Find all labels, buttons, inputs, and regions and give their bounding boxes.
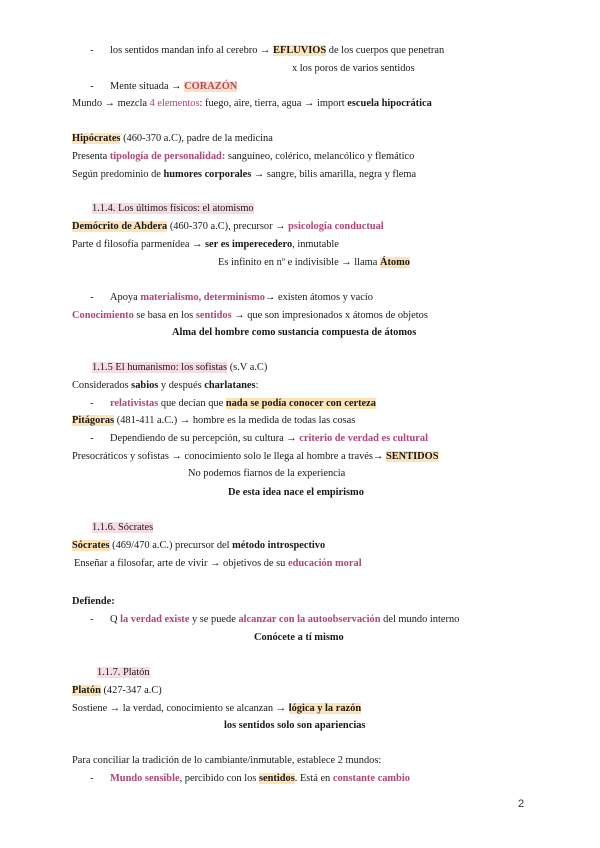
text-segment: de los cuerpos que penetran [326, 45, 445, 56]
text-line [254, 631, 344, 644]
text-line [74, 557, 362, 570]
text-segment: y se puede [189, 614, 239, 625]
text-segment: x los poros de varios sentidos [292, 63, 415, 74]
highlighted-text: nada se podía conocer con certeza [225, 398, 376, 409]
highlighted-text: SENTIDOS [385, 451, 439, 462]
text-line [72, 309, 428, 322]
text-segment: Mente situada → [110, 81, 185, 92]
highlighted-text: sabios [131, 380, 159, 391]
highlighted-text: Átomo [379, 257, 410, 268]
text-line [90, 397, 376, 410]
text-line [72, 220, 384, 233]
highlighted-text: Mundo sensible [110, 773, 180, 784]
text-segment: → sangre, bilis amarilla, negra y flema [251, 169, 417, 180]
text-segment: Para conciliar la tradición de lo cambiante/inmutable, establece 2 mundos: [72, 755, 382, 766]
text-line [97, 666, 150, 679]
bullet-dash: - [90, 773, 94, 784]
highlighted-text: 1.1.6. Sócrates [92, 522, 154, 533]
text-line [90, 44, 444, 57]
text-segment: (469/470 a.C.) precursor del [109, 540, 233, 551]
text-line [188, 467, 345, 480]
highlighted-text: tipología de personalidad: [109, 151, 226, 162]
text-segment: Presenta [72, 151, 110, 162]
text-line [72, 414, 355, 427]
highlighted-text: 4 elementos [149, 98, 200, 109]
text-segment: Considerados [72, 380, 132, 391]
text-line [72, 97, 432, 110]
highlighted-text: Pitágoras [72, 415, 115, 426]
highlighted-text: Sócrates [72, 540, 110, 551]
highlighted-text: charlatanes [204, 380, 256, 391]
highlighted-text: constante cambio [332, 773, 410, 784]
text-line [224, 719, 365, 732]
highlighted-text: materialismo, determinismo [140, 292, 265, 303]
text-segment: (460-370 a.C), padre de la medicina [120, 133, 273, 144]
text-segment: → existen átomos y vacío [264, 292, 373, 303]
text-segment: del mundo interno [380, 614, 460, 625]
text-segment: Parte d filosofía parmenídea → [72, 239, 206, 250]
text-segment: No podemos fiarnos de la experiencia [188, 468, 346, 479]
text-segment: los sentidos mandan info al cerebro → [110, 45, 274, 56]
text-segment: Dependiendo de su percepción, su cultura → [110, 433, 300, 444]
text-line [92, 521, 153, 534]
bullet-dash: - [90, 614, 94, 625]
highlighted-text: 1.1.7. Platón [97, 667, 150, 678]
text-line [72, 539, 325, 552]
highlighted-text: alcanzar con la autoobservación [238, 614, 381, 625]
highlighted-text: De esta idea nace el empirismo [228, 487, 364, 498]
text-segment: sanguíneo, colérico, melancólico y flemático [225, 151, 415, 162]
text-segment: Según predominio de [72, 169, 164, 180]
text-line [172, 326, 416, 339]
text-line [228, 486, 364, 499]
highlighted-text: los sentidos solo son apariencias [224, 720, 366, 731]
text-line [90, 432, 428, 445]
text-line [72, 132, 273, 145]
text-line [72, 450, 439, 463]
highlighted-text: escuela hipocrática [347, 98, 432, 109]
highlighted-text: educación moral [287, 558, 362, 569]
highlighted-text: Conócete a tí mismo [254, 632, 344, 643]
text-segment: (s.V a.C) [227, 362, 268, 373]
highlighted-text: 1.1.4. Los últimos físicos: el atomismo [92, 203, 254, 214]
text-line [72, 150, 414, 163]
text-line [292, 62, 415, 75]
text-segment: , percibido con los [179, 773, 259, 784]
text-line [72, 595, 115, 608]
highlighted-text: relativistas [110, 398, 159, 409]
text-line [72, 754, 381, 767]
text-line [90, 772, 410, 785]
text-segment: (460-370 a.C), precursor → [167, 221, 289, 232]
text-line [90, 80, 237, 93]
highlighted-text: sentidos [258, 773, 295, 784]
text-line [92, 361, 267, 374]
highlighted-text: la verdad existe [120, 614, 190, 625]
highlighted-text: Demócrito de Abdera [72, 221, 168, 232]
bullet-dash: - [90, 81, 94, 92]
text-segment: . Está en [294, 773, 333, 784]
text-segment: (481-411 a.C.) → hombre es la medida de todas las cosas [114, 415, 356, 426]
text-segment: : [255, 380, 259, 391]
text-segment: y después [158, 380, 205, 391]
bullet-dash: - [90, 398, 94, 409]
highlighted-text: EFLUVIOS [273, 45, 327, 56]
text-segment: Es infinito en nº e indivisible → llama [218, 257, 380, 268]
text-line [90, 613, 459, 626]
text-segment: → que son impresionados x átomos de objetos [231, 310, 428, 321]
text-line [90, 291, 373, 304]
text-segment: Sostiene → la verdad, conocimiento se alcanzan → [72, 703, 289, 714]
highlighted-text: ser es imperecedero [205, 239, 293, 250]
text-segment: Q [110, 614, 121, 625]
highlighted-text: Defiende: [72, 596, 115, 607]
bullet-dash: - [90, 292, 94, 303]
highlighted-text: lógica y la razón [288, 703, 362, 714]
text-line [72, 238, 339, 251]
text-line [72, 684, 162, 697]
bullet-dash: - [90, 45, 94, 56]
text-segment: Mundo → mezcla [72, 98, 150, 109]
highlighted-text: Hipócrates [72, 133, 121, 144]
text-segment: Presocráticos y sofistas → conocimiento solo le llega al hombre a través→ [72, 451, 386, 462]
bullet-dash: - [90, 433, 94, 444]
page-number: 2 [518, 798, 525, 810]
highlighted-text: CORAZÓN [184, 81, 238, 92]
highlighted-text: Platón [72, 685, 101, 696]
highlighted-text: método introspectivo [232, 540, 326, 551]
highlighted-text: Conocimiento [72, 310, 134, 321]
text-segment: que decían que [158, 398, 226, 409]
text-segment: Enseñar a filosofar, arte de vivir → objetivos de su [74, 558, 288, 569]
text-segment: Apoya [110, 292, 141, 303]
text-segment: se basa en los [133, 310, 196, 321]
highlighted-text: sentidos [195, 310, 232, 321]
text-line [218, 256, 410, 269]
highlighted-text: psicología conductual [288, 221, 384, 232]
text-segment: , inmutable [292, 239, 339, 250]
text-segment: : fuego, aire, tierra, agua → import [199, 98, 348, 109]
text-segment: (427-347 a.C) [100, 685, 162, 696]
highlighted-text: humores corporales [163, 169, 252, 180]
text-line [72, 379, 258, 392]
highlighted-text: 1.1.5 El humanismo: los sofistas [92, 362, 228, 373]
text-line [72, 168, 416, 181]
highlighted-text: Alma del hombre como sustancia compuesta de átomos [172, 327, 417, 338]
text-line [92, 202, 254, 215]
text-line [72, 702, 361, 715]
highlighted-text: criterio de verdad es cultural [299, 433, 428, 444]
